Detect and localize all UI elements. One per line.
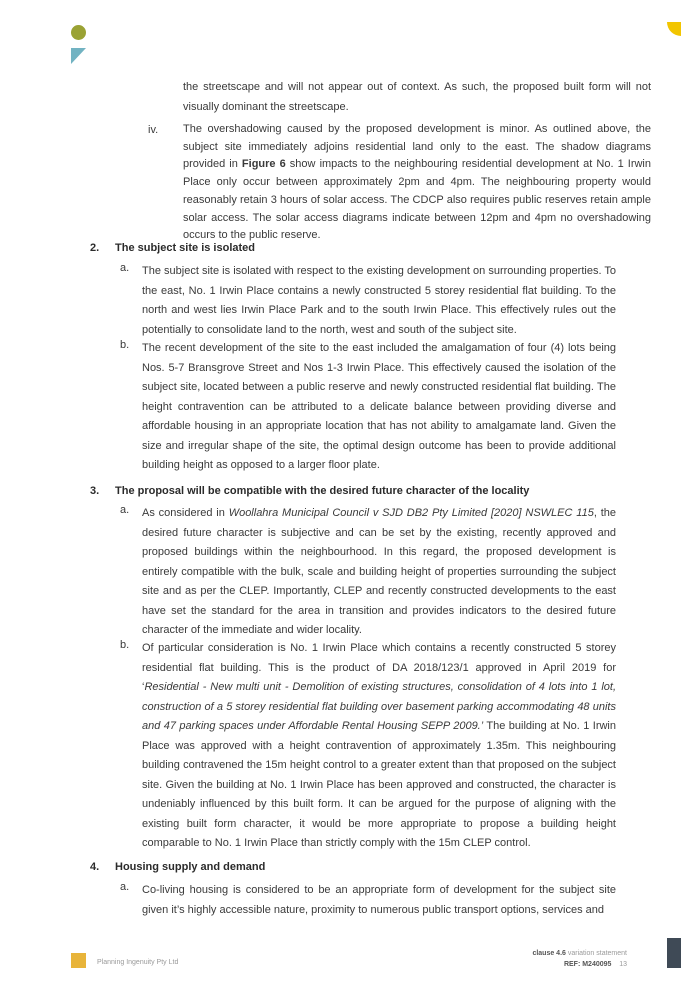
footer-reference-block <box>532 948 627 970</box>
logo-triangle-decoration <box>71 48 86 64</box>
section-2-number: 2. <box>90 242 100 254</box>
paragraph-iv-text-1: The overshadowing caused by the proposed development is minor. As outlined above, the subject site immediately adjoins residential land only to the east. The shadow diagrams provided in <box>183 123 651 171</box>
section-3b-text-1: Of particular consideration is No. 1 Irwin Place which contains a recently constructed 5 storey residential flat building. This is the product of DA 2018/123/1 approved in April 2019 for ‘ <box>142 642 616 693</box>
section-3-number: 3. <box>90 485 100 497</box>
footer-clause: clause 4.6 <box>532 950 566 957</box>
section-3a-text-1: As considered in <box>142 507 229 519</box>
section-3a-number: a. <box>120 504 130 516</box>
footer-dark-bar <box>667 938 681 968</box>
logo-circle-decoration <box>71 25 86 40</box>
section-3b-paragraph <box>142 639 616 854</box>
footer-ref-line <box>532 959 627 970</box>
paragraph-iv-text-2: show impacts to the neighbouring residential development at No. 1 Irwin Place only occur between approximately 2pm and 4pm. The neighbouring property would reasonably retain 3 hours of solar access. The CDCP also requires public reserves retain ample solar access. The solar access diagrams indicate between 12pm and 4pm no overshadowing occurs to the public reserve. <box>183 158 651 242</box>
list-number-iv: iv. <box>148 124 159 136</box>
footer-clause-rest: variation statement <box>565 950 627 957</box>
corner-yellow-decoration <box>667 22 681 36</box>
da-description-quote: Residential - New multi unit - Demolition of existing structures, consolidation of 4 lots into 1 lot, construction of a 5 storey residential flat building over basement parking accommodating 48 units and 47 parking spaces under Affordable Rental Housing SEPP 2009.’ <box>142 681 616 732</box>
footer-company-name: Planning Ingenuity Pty Ltd <box>97 959 179 966</box>
section-4-heading: Housing supply and demand <box>115 861 266 873</box>
paragraph-iv <box>183 121 651 245</box>
section-2b-paragraph: The recent development of the site to the east included the amalgamation of four (4) lots being Nos. 5-7 Bransgrove Street and Nos 1-3 Irwin Place. This effectively caused the isolation of the subject site, located between a public reserve and newly constructed residential flat building. The height contravention can be attributed to a delicate balance between providing diverse and affordable housing in an appropriate location that has not ability to amalgamate land. Given the size and irregular shape of the site, the optimal design outcome has been to provide additional building height as opposed to a larger floor plate. <box>142 342 616 471</box>
footer-document-title <box>532 948 627 959</box>
section-2b-number: b. <box>120 339 130 351</box>
figure-reference: Figure 6 <box>241 158 286 171</box>
section-4-number: 4. <box>90 861 100 873</box>
section-3a-paragraph <box>142 504 616 641</box>
section-3b-number: b. <box>120 639 130 651</box>
section-3b-text-2: The building at No. 1 Irwin Place was approved with a height contravention of approximately 1.35m. This neighbouring building contravened the 15m height control to a greater extent than that proposed on the subject site. Given the building at No. 1 Irwin Place has been approved and constructed, the character is undeniably influenced by this built form. It can be argued for the purpose of aligning with the existing built form character, it would be more appropriate to propose a building height comparable to No. 1 Irwin Place than strictly comply with the 15m CLEP control. <box>142 720 616 849</box>
section-3-heading: The proposal will be compatible with the desired future character of the locality <box>115 485 530 497</box>
page-number: 13 <box>619 961 627 968</box>
section-2a-number: a. <box>120 262 130 274</box>
section-4a-number: a. <box>120 881 130 893</box>
section-4a-paragraph: Co-living housing is considered to be an appropriate form of development for the subject site given it’s highly accessible nature, proximity to numerous public transport options, services and <box>142 884 616 916</box>
section-3a-text-2: , the desired future character is subjective and can be set by the existing, recently approved and proposed buildings within the neighbourhood. In this regard, the proposed development is entirely compatible with the bulk, scale and building height of properties surrounding the subject site and as per the CLEP. Importantly, CLEP and recently constructed developments to the east have set the standard for the area in transition and provides indicators to the desired future character of the immediate and wider locality. <box>142 507 616 636</box>
continuation-paragraph: the streetscape and will not appear out of context. As such, the proposed built form will not visually dominant the streetscape. <box>183 81 651 113</box>
section-2a-paragraph: The subject site is isolated with respect to the existing development on surrounding properties. To the east, No. 1 Irwin Place contains a newly constructed 5 storey residential flat building. To the north and west lies Irwin Place Park and to the south Irwin Place. This effectively rules out the potentially to consolidate land to the north, west and south of the subject site. <box>142 265 616 336</box>
case-citation: Woollahra Municipal Council v SJD DB2 Pty Limited [2020] NSWLEC 115 <box>228 507 594 519</box>
footer-ref: REF: M240095 <box>563 961 612 968</box>
footer-logo-square <box>71 953 86 968</box>
section-2-heading: The subject site is isolated <box>115 242 255 254</box>
